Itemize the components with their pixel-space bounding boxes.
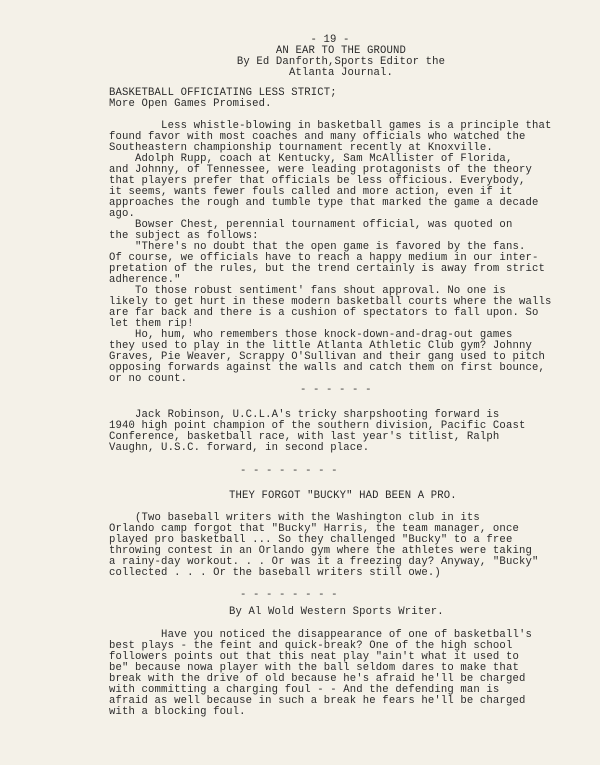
section1-line: Of course, we officials have to reach a happy medium in our inter- bbox=[109, 252, 539, 264]
section-divider: - - - - - - - - bbox=[240, 589, 338, 601]
section4-line: Have you noticed the disappearance of one of basketball's bbox=[109, 629, 532, 641]
section4-line: afraid as well because in such a break he fears he'll be charged bbox=[109, 695, 526, 707]
section1-headline-1: BASKETBALL OFFICIATING LESS STRICT; bbox=[109, 87, 337, 99]
section3-line: Orlando camp forgot that "Bucky" Harris, the team manager, once bbox=[109, 523, 519, 535]
section3-headline: THEY FORGOT "BUCKY" HAD BEEN A PRO. bbox=[229, 490, 457, 502]
section1-line: or no count. bbox=[109, 373, 188, 385]
section1-line: Less whistle-blowing in basketball games is a principle that bbox=[109, 120, 552, 132]
section2-line: 1940 high point champion of the southern division, Pacific Coast bbox=[109, 420, 526, 432]
section2-line: Conference, basketball race, with last year's titlist, Ralph bbox=[109, 431, 500, 443]
section4-byline: By Al Wold Western Sports Writer. bbox=[229, 606, 444, 618]
section1-line: it seems, wants fewer fouls called and more action, even if it bbox=[109, 186, 513, 198]
section-divider: - - - - - - - - bbox=[240, 465, 338, 477]
section4-line: followers points out that this neat play "ain't what it used to bbox=[109, 651, 519, 663]
section1-line: are far back and there is a cushion of spectators to fall upon. So bbox=[109, 307, 539, 319]
section2-line: Vaughn, U.S.C. forward, in second place. bbox=[109, 442, 370, 454]
section3-line: a rainy-day workout. . . Or was it a freezing day? Anyway, "Bucky" bbox=[109, 556, 539, 568]
section1-line: To those robust sentiment' fans shout approval. No one is bbox=[109, 285, 506, 297]
section1-line: adherence." bbox=[109, 274, 181, 286]
byline-line-1: By Ed Danforth,Sports Editor the bbox=[236, 56, 446, 68]
section3-line: played pro basketball ... So they challenged "Bucky" to a free bbox=[109, 534, 513, 546]
section2-line: Jack Robinson, U.C.L.A's tricky sharpshooting forward is bbox=[109, 409, 500, 421]
column-title: AN EAR TO THE GROUND bbox=[275, 45, 407, 57]
section1-line: Ho, hum, who remembers those knock-down-and-drag-out games bbox=[109, 329, 513, 341]
section4-line: break with the drive of old because he's afraid he'll be charged bbox=[109, 673, 526, 685]
section1-line: Southeastern championship tournament recently at Knoxville. bbox=[109, 142, 493, 154]
page-number: - 19 - bbox=[310, 34, 350, 46]
section1-line: they used to play in the little Atlanta Athletic Club gym? Johnny bbox=[109, 340, 532, 352]
section1-line: Graves, Pie Weaver, Scrappy O'Sullivan and their gang used to pitch bbox=[109, 351, 545, 363]
section1-line: opposing forwards against the walls and catch them on first bounce, bbox=[109, 362, 545, 374]
section1-line: ago. bbox=[109, 208, 136, 220]
section4-line: be" because nowa player with the ball seldom dares to make that bbox=[109, 662, 519, 674]
section4-line: best plays - the feint and quick-break? One of the high school bbox=[109, 640, 513, 652]
byline-line-2: Atlanta Journal. bbox=[288, 67, 394, 79]
section1-line: Adolph Rupp, coach at Kentucky, Sam McAllister of Florida, bbox=[109, 153, 513, 165]
section1-line: Bowser Chest, perennial tournament official, was quoted on bbox=[109, 219, 513, 231]
section1-line: that players prefer that officials be less officious. Everybody, bbox=[109, 175, 526, 187]
section1-line: the subject as follows: bbox=[109, 230, 259, 242]
section3-line: collected . . . Or the baseball writers still owe.) bbox=[109, 567, 441, 579]
section4-line: with committing a charging foul - - And the defending man is bbox=[109, 684, 500, 696]
section1-line: pretation of the rules, but the trend certainly is away from strict bbox=[109, 263, 545, 275]
section3-line: throwing contest in an Orlando gym where the athletes were taking bbox=[109, 545, 532, 557]
section1-line: likely to get hurt in these modern basketball courts where the walls bbox=[109, 296, 552, 308]
section1-line: let them rip! bbox=[109, 318, 194, 330]
section1-line: found favor with most coaches and many officials who watched the bbox=[109, 131, 526, 143]
section1-line: "There's no doubt that the open game is favored by the fans. bbox=[109, 241, 526, 253]
section-divider: - - - - - - bbox=[300, 384, 372, 396]
section1-line: and Johnny, of Tennessee, were leading protagonists of the theory bbox=[109, 164, 532, 176]
section4-line: with a blocking foul. bbox=[109, 706, 246, 718]
section1-line: approaches the rough and tumble type that marked the game a decade bbox=[109, 197, 539, 209]
section1-headline-2: More Open Games Promised. bbox=[109, 98, 272, 110]
section3-line: (Two baseball writers with the Washington club in its bbox=[109, 512, 480, 524]
